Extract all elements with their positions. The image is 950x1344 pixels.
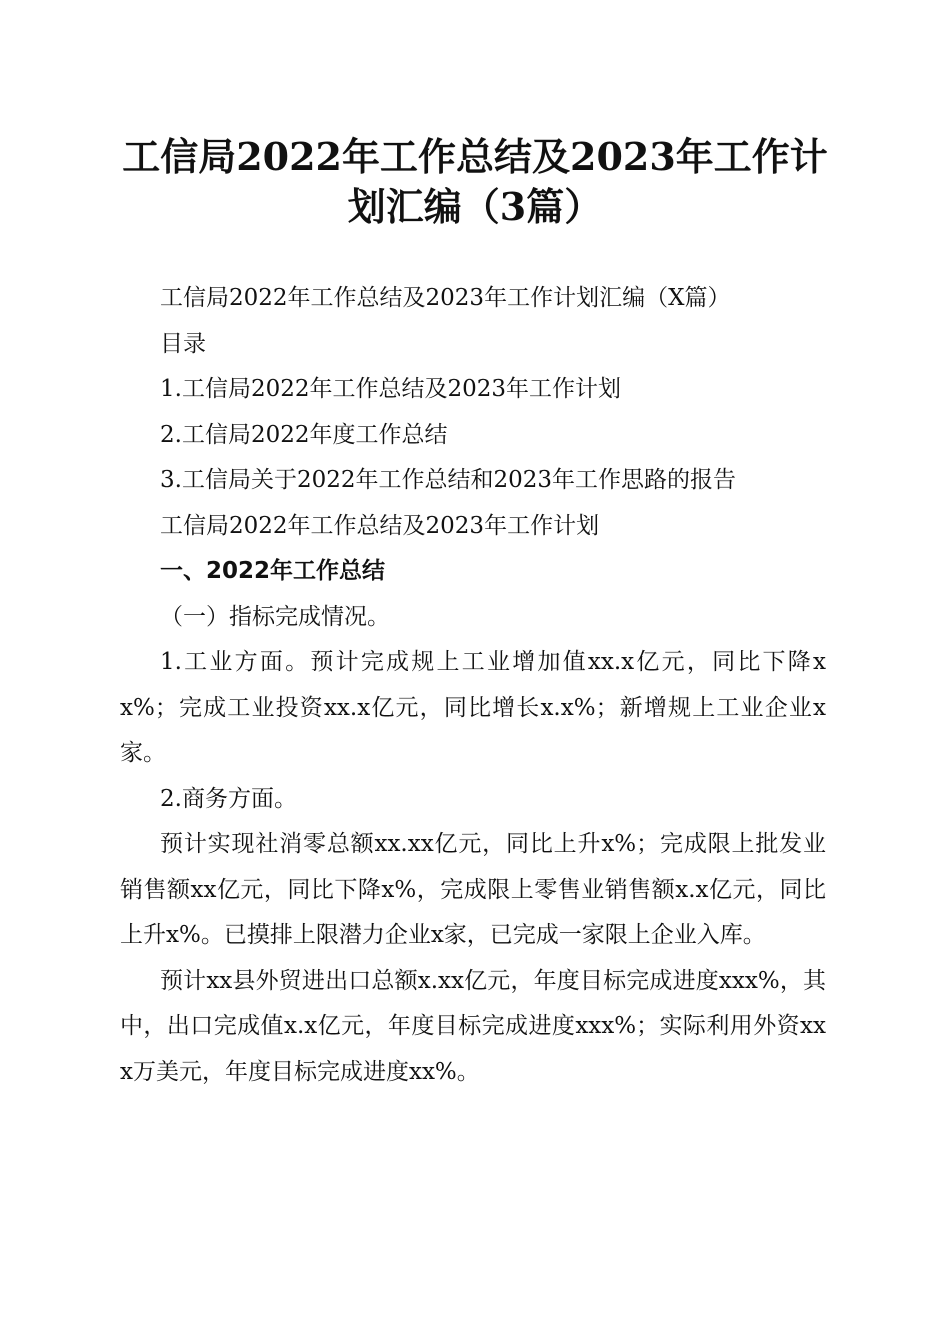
toc-item-2: 2.工信局2022年度工作总结 (160, 421, 448, 448)
paragraph-collection-title: 工信局2022年工作总结及2023年工作计划汇编（X篇） (160, 285, 731, 311)
section-heading-1: 一、2022年工作总结 (160, 558, 386, 584)
document-body (120, 276, 826, 1095)
toc-item-3: 3.工信局关于2022年工作总结和2023年工作思路的报告 (160, 467, 737, 493)
toc-item-1: 1.工信局2022年工作总结及2023年工作计划 (160, 376, 622, 402)
paragraph-article-title: 工信局2022年工作总结及2023年工作计划 (160, 512, 600, 539)
paragraph-industry: 1.工业方面。预计完成规上工业增加值xx.x亿元，同比下降xx%；完成工业投资xx.x亿元，同比增长x.x%；新增规上工业企业x家。 (120, 649, 826, 766)
paragraph-retail: 预计实现社消零总额xx.xx亿元，同比上升x%；完成限上批发业销售额xx亿元，同比下降x%，完成限上零售业销售额x.x亿元，同比上升x%。已摸排上限潜力企业x家，已完成一家限上企业入库。 (120, 831, 826, 948)
document-title: 工信局2022年工作总结及2023年工作计划汇编（3篇） (122, 134, 828, 229)
paragraph-toc-heading: 目录 (160, 330, 206, 357)
paragraph-foreign-trade: 预计xx县外贸进出口总额x.xx亿元，年度目标完成进度xxx%，其中，出口完成值x.x亿元，年度目标完成进度xxx%；实际利用外资xxx万美元，年度目标完成进度xx%。 (120, 967, 826, 1085)
subsection-heading-1: （一）指标完成情况。 (160, 603, 390, 630)
paragraph-commerce-heading: 2.商务方面。 (160, 785, 297, 812)
